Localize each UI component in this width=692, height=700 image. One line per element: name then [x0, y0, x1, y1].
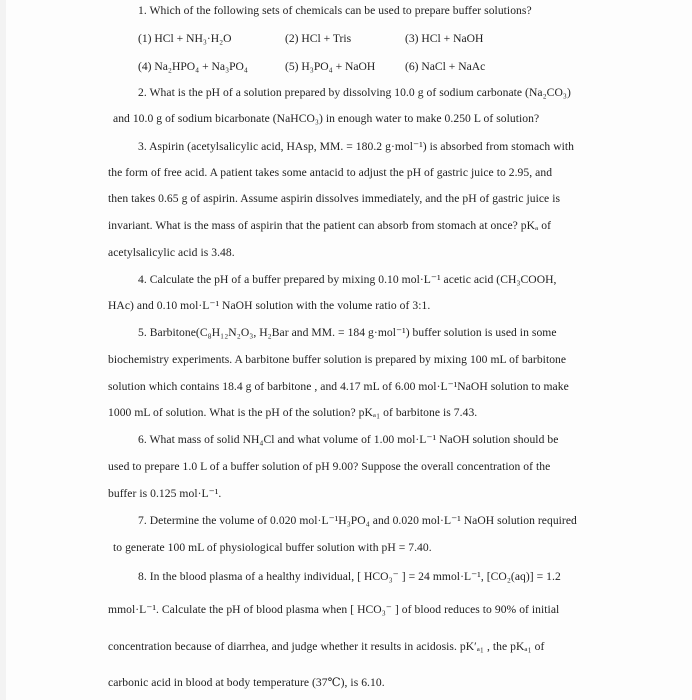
- question-3-line-4: invariant. What is the mass of aspirin that the patient can absorb from stomach at once? pKₐ of: [108, 219, 551, 232]
- question-5-line-4: 1000 mL of solution. What is the pH of the solution? pKₐ₁ of barbitone is 7.43.: [108, 406, 478, 419]
- question-8-line-4: carbonic acid in blood at body temperature (37℃), is 6.10.: [108, 676, 385, 689]
- question-2-line-2: and 10.0 g of sodium bicarbonate (NaHCO₃) in enough water to make 0.250 L of solution?: [113, 112, 540, 125]
- question-6-line-2: used to prepare 1.0 L of a buffer solution of pH 9.00? Suppose the overall concentration of the: [108, 460, 551, 473]
- q1-option-1: (1) HCl + NH₃·H₂O: [138, 32, 232, 45]
- question-3-line-3: then takes 0.65 g of aspirin. Assume aspirin dissolves immediately, and the pH of gastric juice is: [108, 192, 561, 205]
- question-3-line-2: the form of free acid. A patient takes some antacid to adjust the pH of gastric juice to 2.95, and: [108, 166, 553, 179]
- q1-option-2: (2) HCl + Tris: [285, 32, 352, 45]
- q1-option-5: (5) H₃PO₄ + NaOH: [285, 60, 376, 73]
- question-8-line-3: concentration because of diarrhea, and judge whether it results in acidosis. pK′ₐ₁ , the pKₐ₁ of: [108, 640, 545, 653]
- question-4-line-2: HAc) and 0.10 mol·L⁻¹ NaOH solution with the volume ratio of 3:1.: [108, 299, 431, 312]
- page-edge-shadow: [0, 0, 6, 700]
- question-5-line-1: 5. Barbitone(C₈H₁₂N₂O₃, H₂Bar and MM. = 184 g·mol⁻¹) buffer solution is used in some: [138, 326, 557, 339]
- question-7-line-2: to generate 100 mL of physiological buffer solution with pH = 7.40.: [113, 541, 432, 554]
- q1-option-3: (3) HCl + NaOH: [405, 32, 484, 45]
- question-4-line-1: 4. Calculate the pH of a buffer prepared by mixing 0.10 mol·L⁻¹ acetic acid (CH₃COOH,: [138, 273, 557, 286]
- question-1-text: 1. Which of the following sets of chemicals can be used to prepare buffer solutions?: [138, 4, 532, 17]
- question-3-line-5: acetylsalicylic acid is 3.48.: [108, 246, 235, 259]
- question-3-line-1: 3. Aspirin (acetylsalicylic acid, HAsp, MM. = 180.2 g·mol⁻¹) is absorbed from stomach with: [138, 140, 575, 153]
- q1-option-6: (6) NaCl + NaAc: [405, 60, 486, 73]
- question-2-line-1: 2. What is the pH of a solution prepared by dissolving 10.0 g of sodium carbonate (Na₂CO₃): [138, 86, 571, 99]
- question-5-line-2: biochemistry experiments. A barbitone buffer solution is prepared by mixing 100 mL of barbitone: [108, 353, 567, 366]
- question-7-line-1: 7. Determine the volume of 0.020 mol·L⁻¹H₃PO₄ and 0.020 mol·L⁻¹ NaOH solution required: [138, 514, 577, 527]
- question-6-line-1: 6. What mass of solid NH₄Cl and what volume of 1.00 mol·L⁻¹ NaOH solution should be: [138, 433, 559, 446]
- question-5-line-3: solution which contains 18.4 g of barbitone , and 4.17 mL of 6.00 mol·L⁻¹NaOH solution to make: [108, 380, 569, 393]
- question-8-line-1: 8. In the blood plasma of a healthy individual, [ HCO₃⁻ ] = 24 mmol·L⁻¹, [CO₂(aq)] = 1.2: [138, 570, 561, 583]
- question-8-line-2: mmol·L⁻¹. Calculate the pH of blood plasma when [ HCO₃⁻ ] of blood reduces to 90% of initial: [108, 603, 560, 616]
- q1-option-4: (4) Na₂HPO₄ + Na₃PO₄: [138, 60, 248, 73]
- question-6-line-3: buffer is 0.125 mol·L⁻¹.: [108, 487, 222, 500]
